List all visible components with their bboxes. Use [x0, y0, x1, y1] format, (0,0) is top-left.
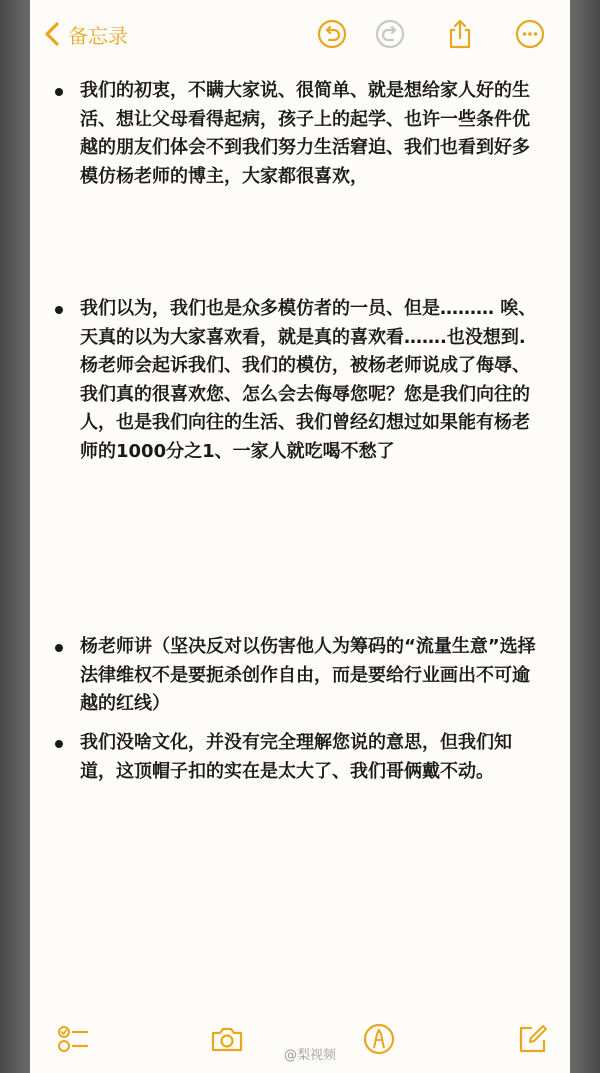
checklist-icon: [56, 1022, 90, 1056]
navigation-bar: [30, 0, 570, 70]
watermark-text: @梨视频: [284, 1048, 337, 1063]
share-button[interactable]: [444, 18, 476, 50]
share-icon: [444, 18, 476, 50]
compose-icon: [516, 1022, 550, 1056]
camera-button[interactable]: [210, 1022, 244, 1056]
undo-icon: [316, 18, 348, 50]
notes-screen: [30, 0, 570, 1073]
camera-icon: [210, 1022, 244, 1056]
note-bullet-4[interactable]: 我们没啥文化，并没有完全理解您说的意思，但我们知道，这顶帽子扣的实在是太大了、我们哥俩戴不动。: [80, 729, 540, 786]
back-button-label: 备忘录: [68, 23, 128, 48]
note-bullet-1[interactable]: 我们的初衷，不瞒大家说、很简单、就是想给家人好的生活、想让父母看得起病，孩子上的起学、也许一些条件优越的朋友们体会不到我们努力生活窘迫、我们也看到好多模仿杨老师的博主，大家都很喜欢，: [80, 77, 540, 191]
bottom-toolbar: [30, 1010, 570, 1073]
back-button[interactable]: [44, 18, 128, 50]
note-bullet-2[interactable]: 我们以为，我们也是众多模仿者的一员、但是……… 唉、天真的以为大家喜欢看，就是真的喜欢看…….也没想到.杨老师会起诉我们、我们的模仿，被杨老师说成了侮辱、我们真的很喜欢您、怎么会去侮辱您呢？您是我们向往的人，也是我们向往的生活、我们曾经幻想过如果能有杨老师的1000分之1、一家人就吃喝不愁了: [80, 295, 540, 466]
checklist-button[interactable]: [56, 1022, 90, 1056]
redo-icon: [374, 18, 406, 50]
markup-pen-icon: [362, 1022, 396, 1056]
undo-button[interactable]: [316, 18, 348, 50]
markup-button[interactable]: [362, 1022, 396, 1056]
chevron-left-icon: [44, 21, 60, 47]
more-icon: [514, 18, 546, 50]
more-button[interactable]: [514, 18, 546, 50]
compose-button[interactable]: [516, 1022, 550, 1056]
device-frame-right: [570, 0, 600, 1073]
note-bullet-3[interactable]: 杨老师讲（坚决反对以伤害他人为筹码的“流量生意”选择法律维权不是要扼杀创作自由，而是要给行业画出不可逾越的红线）: [80, 633, 540, 719]
redo-button[interactable]: [374, 18, 406, 50]
device-frame-left: [0, 0, 30, 1073]
